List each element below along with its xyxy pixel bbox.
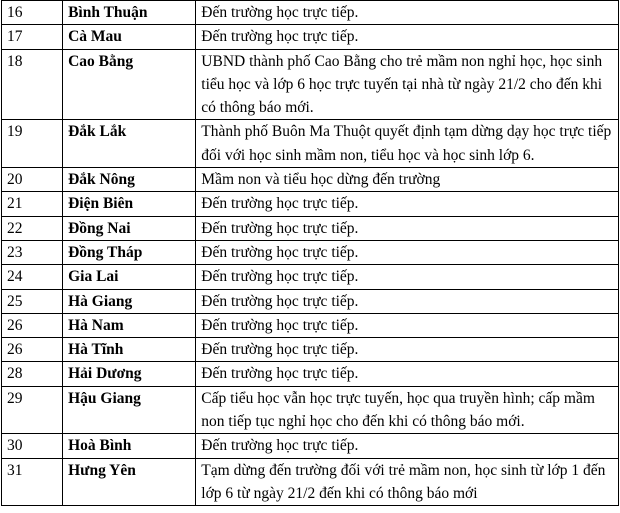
row-number: 20 [2, 168, 63, 192]
school-status-note: Đến trường học trực tiếp. [196, 265, 619, 289]
table-row [2, 216, 619, 240]
row-number: 26 [2, 338, 63, 362]
province-name: Gia Lai [63, 265, 196, 289]
table-row [2, 168, 619, 192]
province-name: Hà Tĩnh [63, 338, 196, 362]
province-name: Đắk Lắk [63, 120, 196, 168]
row-number: 30 [2, 434, 63, 458]
province-name: Hưng Yên [63, 458, 196, 506]
school-status-note: Tạm dừng đến trường đối với trẻ mầm non, học sinh từ lớp 1 đến lớp 6 từ ngày 21/2 đến khi có thông báo mới [196, 458, 619, 506]
row-number: 28 [2, 362, 63, 386]
province-name: Hoà Bình [63, 434, 196, 458]
row-number: 18 [2, 49, 63, 120]
table-row [2, 338, 619, 362]
school-status-note: Đến trường học trực tiếp. [196, 313, 619, 337]
province-name: Hậu Giang [63, 386, 196, 434]
school-status-note: Đến trường học trực tiếp. [196, 25, 619, 49]
school-status-note: Mầm non và tiểu học dừng đến trường [196, 168, 619, 192]
row-number: 16 [2, 1, 63, 25]
province-name: Đồng Nai [63, 216, 196, 240]
school-status-note: Thành phố Buôn Ma Thuột quyết định tạm dừng dạy học trực tiếp đối với học sinh mầm non, tiểu học và học sinh lớp 6. [196, 120, 619, 168]
row-number: 24 [2, 265, 63, 289]
province-name: Đồng Tháp [63, 240, 196, 264]
table-row [2, 386, 619, 434]
table-row [2, 25, 619, 49]
school-status-note: UBND thành phố Cao Bằng cho trẻ mầm non nghỉ học, học sinh tiểu học và lớp 6 học trực tuyến tại nhà từ ngày 21/2 cho đến khi có thông báo mới. [196, 49, 619, 120]
row-number: 17 [2, 25, 63, 49]
school-status-note: Đến trường học trực tiếp. [196, 192, 619, 216]
table-row [2, 192, 619, 216]
row-number: 21 [2, 192, 63, 216]
table-row [2, 458, 619, 506]
province-name: Hà Giang [63, 289, 196, 313]
table-row [2, 265, 619, 289]
province-name: Điện Biên [63, 192, 196, 216]
school-status-note: Đến trường học trực tiếp. [196, 434, 619, 458]
table-row [2, 313, 619, 337]
province-name: Bình Thuận [63, 1, 196, 25]
school-status-note: Đến trường học trực tiếp. [196, 240, 619, 264]
province-name: Cao Bằng [63, 49, 196, 120]
table-body [2, 1, 619, 506]
province-name: Cà Mau [63, 25, 196, 49]
table-row [2, 289, 619, 313]
table-row [2, 49, 619, 120]
province-school-status-table [1, 0, 619, 506]
school-status-note: Đến trường học trực tiếp. [196, 289, 619, 313]
row-number: 25 [2, 289, 63, 313]
school-status-note: Đến trường học trực tiếp. [196, 216, 619, 240]
row-number: 23 [2, 240, 63, 264]
school-status-note: Đến trường học trực tiếp. [196, 1, 619, 25]
row-number: 29 [2, 386, 63, 434]
row-number: 22 [2, 216, 63, 240]
province-name: Hà Nam [63, 313, 196, 337]
table-row [2, 120, 619, 168]
table-row [2, 434, 619, 458]
table-row [2, 240, 619, 264]
table-row [2, 1, 619, 25]
row-number: 31 [2, 458, 63, 506]
province-name: Hải Dương [63, 362, 196, 386]
row-number: 26 [2, 313, 63, 337]
school-status-note: Đến trường học trực tiếp. [196, 338, 619, 362]
table-row [2, 362, 619, 386]
school-status-note: Đến trường học trực tiếp. [196, 362, 619, 386]
row-number: 19 [2, 120, 63, 168]
province-name: Đắk Nông [63, 168, 196, 192]
school-status-note: Cấp tiểu học vẫn học trực tuyến, học qua truyền hình; cấp mầm non tiếp tục nghỉ học cho đến khi có thông báo mới. [196, 386, 619, 434]
